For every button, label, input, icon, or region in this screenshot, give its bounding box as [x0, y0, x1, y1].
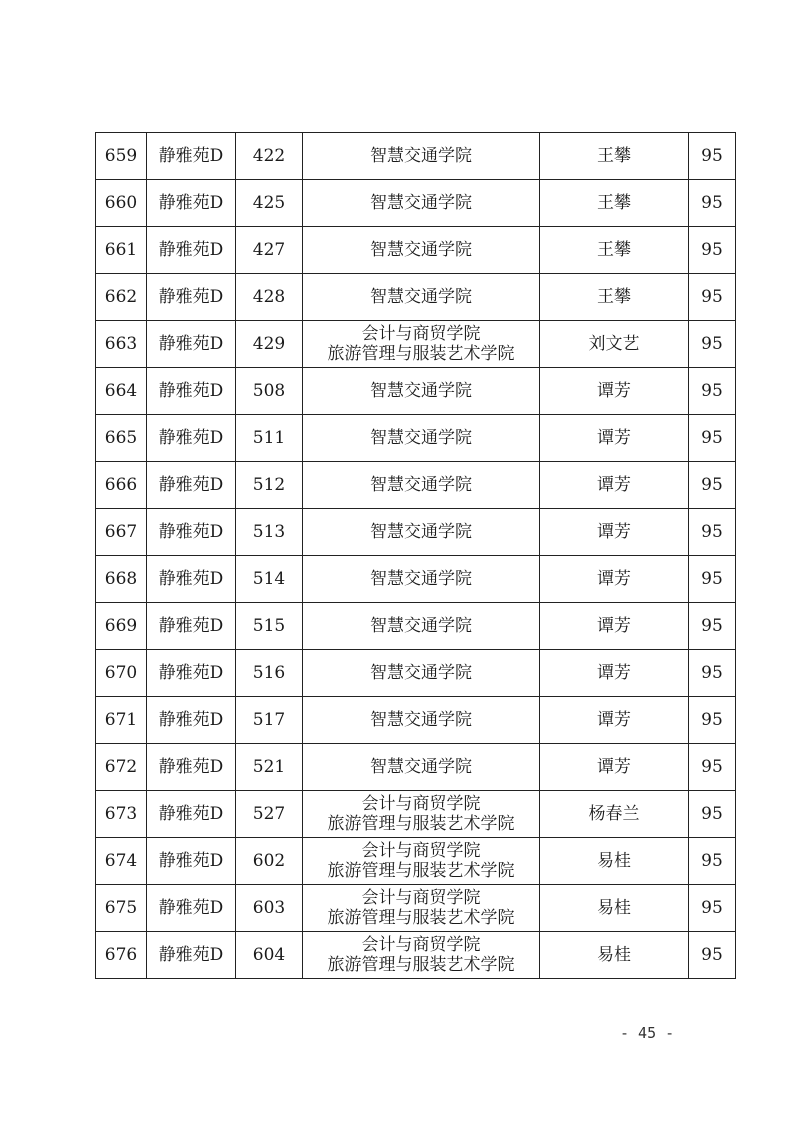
- teacher-cell: 谭芳: [540, 415, 689, 462]
- table-row: [96, 368, 736, 415]
- row-number-cell: 672: [96, 744, 147, 791]
- row-number-cell: 660: [96, 180, 147, 227]
- room-number-cell: 425: [236, 180, 303, 227]
- row-number-cell: 665: [96, 415, 147, 462]
- college-cell: [303, 932, 540, 979]
- college-name: 智慧交通学院: [370, 146, 472, 166]
- room-number-cell: 604: [236, 932, 303, 979]
- college-name: 智慧交通学院: [370, 475, 472, 495]
- score-cell: 95: [689, 885, 736, 932]
- table-row: [96, 556, 736, 603]
- table-row: [96, 462, 736, 509]
- college-cell: [303, 133, 540, 180]
- score-cell: 95: [689, 932, 736, 979]
- college-cell: [303, 509, 540, 556]
- college-name: 智慧交通学院: [370, 710, 472, 730]
- building-cell: 静雅苑D: [147, 180, 236, 227]
- row-number-cell: 673: [96, 791, 147, 838]
- score-cell: 95: [689, 697, 736, 744]
- row-number-cell: 669: [96, 603, 147, 650]
- row-number-cell: 670: [96, 650, 147, 697]
- score-cell: 95: [689, 791, 736, 838]
- dormitory-score-table: [95, 132, 736, 979]
- table-row: [96, 603, 736, 650]
- score-cell: 95: [689, 462, 736, 509]
- row-number-cell: 671: [96, 697, 147, 744]
- college-cell: [303, 415, 540, 462]
- table-row: [96, 885, 736, 932]
- score-cell: 95: [689, 274, 736, 321]
- room-number-cell: 508: [236, 368, 303, 415]
- teacher-cell: 谭芳: [540, 650, 689, 697]
- table-row: [96, 180, 736, 227]
- row-number-cell: 663: [96, 321, 147, 368]
- college-name: 会计与商贸学院: [361, 794, 481, 814]
- teacher-cell: 谭芳: [540, 603, 689, 650]
- teacher-cell: 谭芳: [540, 744, 689, 791]
- building-cell: 静雅苑D: [147, 133, 236, 180]
- score-cell: 95: [689, 321, 736, 368]
- room-number-cell: 602: [236, 838, 303, 885]
- row-number-cell: 668: [96, 556, 147, 603]
- college-cell: [303, 838, 540, 885]
- room-number-cell: 515: [236, 603, 303, 650]
- score-cell: 95: [689, 556, 736, 603]
- room-number-cell: 427: [236, 227, 303, 274]
- college-cell: [303, 556, 540, 603]
- teacher-cell: 刘文艺: [540, 321, 689, 368]
- table-body: [96, 133, 736, 979]
- score-cell: 95: [689, 227, 736, 274]
- college-name: 旅游管理与服装艺术学院: [327, 861, 515, 881]
- building-cell: 静雅苑D: [147, 744, 236, 791]
- table-row: [96, 932, 736, 979]
- building-cell: 静雅苑D: [147, 697, 236, 744]
- teacher-cell: 王攀: [540, 180, 689, 227]
- room-number-cell: 521: [236, 744, 303, 791]
- college-name: 智慧交通学院: [370, 663, 472, 683]
- college-name: 智慧交通学院: [370, 193, 472, 213]
- row-number-cell: 667: [96, 509, 147, 556]
- college-name: 旅游管理与服装艺术学院: [327, 344, 515, 364]
- row-number-cell: 666: [96, 462, 147, 509]
- building-cell: 静雅苑D: [147, 368, 236, 415]
- room-number-cell: 429: [236, 321, 303, 368]
- row-number-cell: 659: [96, 133, 147, 180]
- college-name: 智慧交通学院: [370, 569, 472, 589]
- teacher-cell: 易桂: [540, 885, 689, 932]
- score-cell: 95: [689, 368, 736, 415]
- college-cell: [303, 368, 540, 415]
- building-cell: 静雅苑D: [147, 556, 236, 603]
- college-name: 智慧交通学院: [370, 240, 472, 260]
- row-number-cell: 661: [96, 227, 147, 274]
- room-number-cell: 603: [236, 885, 303, 932]
- college-name: 会计与商贸学院: [361, 888, 481, 908]
- college-name: 智慧交通学院: [370, 287, 472, 307]
- room-number-cell: 514: [236, 556, 303, 603]
- college-cell: [303, 697, 540, 744]
- college-cell: [303, 650, 540, 697]
- teacher-cell: 王攀: [540, 274, 689, 321]
- college-name: 智慧交通学院: [370, 757, 472, 777]
- room-number-cell: 512: [236, 462, 303, 509]
- college-name: 智慧交通学院: [370, 522, 472, 542]
- table-row: [96, 791, 736, 838]
- row-number-cell: 662: [96, 274, 147, 321]
- table-row: [96, 650, 736, 697]
- college-cell: [303, 462, 540, 509]
- building-cell: 静雅苑D: [147, 838, 236, 885]
- room-number-cell: 513: [236, 509, 303, 556]
- college-name: 会计与商贸学院: [361, 935, 481, 955]
- building-cell: 静雅苑D: [147, 415, 236, 462]
- teacher-cell: 易桂: [540, 932, 689, 979]
- building-cell: 静雅苑D: [147, 932, 236, 979]
- score-cell: 95: [689, 838, 736, 885]
- row-number-cell: 676: [96, 932, 147, 979]
- table-row: [96, 838, 736, 885]
- room-number-cell: 516: [236, 650, 303, 697]
- teacher-cell: 谭芳: [540, 697, 689, 744]
- teacher-cell: 王攀: [540, 133, 689, 180]
- table-row: [96, 509, 736, 556]
- table-row: [96, 415, 736, 462]
- building-cell: 静雅苑D: [147, 274, 236, 321]
- table-row: [96, 227, 736, 274]
- college-cell: [303, 885, 540, 932]
- college-cell: [303, 603, 540, 650]
- teacher-cell: 王攀: [540, 227, 689, 274]
- building-cell: 静雅苑D: [147, 885, 236, 932]
- score-cell: 95: [689, 603, 736, 650]
- score-cell: 95: [689, 509, 736, 556]
- score-cell: 95: [689, 415, 736, 462]
- college-cell: [303, 180, 540, 227]
- room-number-cell: 517: [236, 697, 303, 744]
- building-cell: 静雅苑D: [147, 791, 236, 838]
- college-name: 会计与商贸学院: [361, 841, 481, 861]
- college-cell: [303, 274, 540, 321]
- room-number-cell: 428: [236, 274, 303, 321]
- college-name: 智慧交通学院: [370, 616, 472, 636]
- table-row: [96, 744, 736, 791]
- table-row: [96, 133, 736, 180]
- college-cell: [303, 227, 540, 274]
- college-name: 旅游管理与服装艺术学院: [327, 908, 515, 928]
- college-name: 智慧交通学院: [370, 428, 472, 448]
- college-name: 会计与商贸学院: [361, 324, 481, 344]
- table-row: [96, 274, 736, 321]
- score-cell: 95: [689, 133, 736, 180]
- building-cell: 静雅苑D: [147, 603, 236, 650]
- room-number-cell: 422: [236, 133, 303, 180]
- teacher-cell: 谭芳: [540, 368, 689, 415]
- college-name: 旅游管理与服装艺术学院: [327, 955, 515, 975]
- room-number-cell: 527: [236, 791, 303, 838]
- college-name: 智慧交通学院: [370, 381, 472, 401]
- page-number: - 45 -: [620, 1024, 675, 1042]
- table-row: [96, 321, 736, 368]
- teacher-cell: 谭芳: [540, 509, 689, 556]
- score-cell: 95: [689, 744, 736, 791]
- college-name: 旅游管理与服装艺术学院: [327, 814, 515, 834]
- score-cell: 95: [689, 180, 736, 227]
- college-cell: [303, 744, 540, 791]
- building-cell: 静雅苑D: [147, 321, 236, 368]
- building-cell: 静雅苑D: [147, 650, 236, 697]
- teacher-cell: 谭芳: [540, 556, 689, 603]
- building-cell: 静雅苑D: [147, 462, 236, 509]
- teacher-cell: 易桂: [540, 838, 689, 885]
- teacher-cell: 杨春兰: [540, 791, 689, 838]
- room-number-cell: 511: [236, 415, 303, 462]
- building-cell: 静雅苑D: [147, 509, 236, 556]
- table-row: [96, 697, 736, 744]
- row-number-cell: 664: [96, 368, 147, 415]
- college-cell: [303, 321, 540, 368]
- row-number-cell: 674: [96, 838, 147, 885]
- college-cell: [303, 791, 540, 838]
- building-cell: 静雅苑D: [147, 227, 236, 274]
- teacher-cell: 谭芳: [540, 462, 689, 509]
- score-cell: 95: [689, 650, 736, 697]
- row-number-cell: 675: [96, 885, 147, 932]
